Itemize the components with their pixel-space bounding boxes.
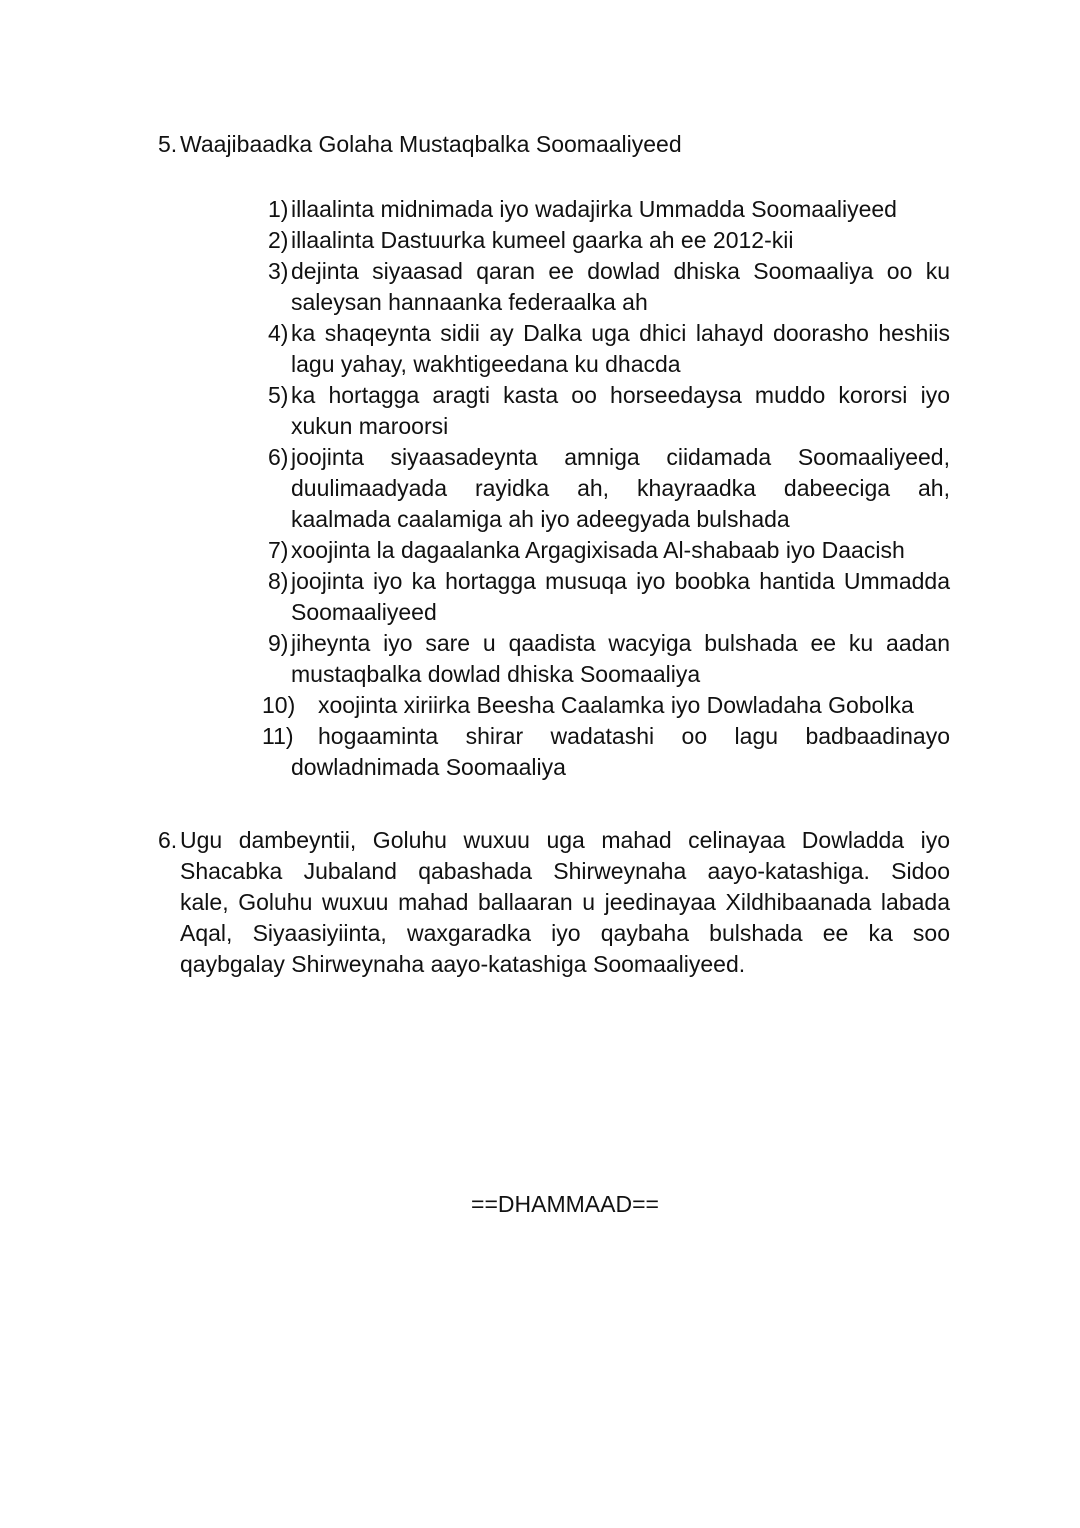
end-marker: ==DHAMMAAD== xyxy=(471,1191,659,1217)
list-item xyxy=(268,566,950,628)
list-item-number: 5) xyxy=(268,382,289,408)
text-line: xoojinta la dagaalanka Argagixisada Al-shabaab iyo Daacish xyxy=(291,537,905,563)
duty-list xyxy=(262,194,950,783)
text-line: duulimaadyada rayidka ah, khayraadka dabeeciga ah, xyxy=(291,475,950,501)
section-5-number: 5. xyxy=(158,131,178,157)
list-item xyxy=(268,256,950,318)
list-item-text xyxy=(291,318,950,380)
list-item-number: 1) xyxy=(268,196,289,222)
text-line: dejinta siyaasad qaran ee dowlad dhiska Soomaaliya oo ku xyxy=(291,258,950,284)
list-item xyxy=(268,318,950,380)
list-item-number: 8) xyxy=(268,568,289,594)
section-6-number: 6. xyxy=(158,827,178,853)
text-line: Shacabka Jubaland qabashada Shirweynaha aayo-katashiga. Sidoo xyxy=(180,858,950,884)
text-line: jiheynta iyo sare u qaadista wacyiga bulshada ee ku aadan xyxy=(291,630,950,656)
list-item xyxy=(268,380,950,442)
text-line: illaalinta Dastuurka kumeel gaarka ah ee 2012-kii xyxy=(291,227,794,253)
list-item-text xyxy=(291,194,950,225)
list-item-number: 3) xyxy=(268,258,289,284)
list-item-number: 4) xyxy=(268,320,289,346)
text-line: joojinta siyaasadeynta amniga ciidamada Soomaaliyeed, xyxy=(291,444,950,470)
text-line: hogaaminta shirar wadatashi oo lagu badbaadinayo xyxy=(318,723,950,749)
list-item xyxy=(268,535,950,566)
list-item-text xyxy=(291,380,950,442)
list-item-text xyxy=(291,566,950,628)
list-item xyxy=(262,721,950,783)
text-line: ka hortagga aragti kasta oo horseedaysa muddo kororsi iyo xyxy=(291,382,950,408)
text-line: illaalinta midnimada iyo wadajirka Ummadda Soomaaliyeed xyxy=(291,196,897,222)
section-6-text xyxy=(180,825,950,980)
list-item-text xyxy=(291,721,950,783)
text-line: ka shaqeynta sidii ay Dalka uga dhici lahayd doorasho heshiis xyxy=(291,320,950,346)
text-line: Ugu dambeyntii, Goluhu wuxuu uga mahad celinayaa Dowladda iyo xyxy=(180,827,950,853)
text-line: xukun maroorsi xyxy=(291,413,449,439)
list-item-number: 7) xyxy=(268,537,289,563)
list-item xyxy=(268,628,950,690)
list-item xyxy=(268,194,950,225)
text-line: lagu yahay, wakhtigeedana ku dhacda xyxy=(291,351,681,377)
list-item-number: 2) xyxy=(268,227,289,253)
document-content xyxy=(158,129,950,1220)
list-item-text xyxy=(291,690,950,721)
list-item-text xyxy=(291,256,950,318)
text-line: mustaqbalka dowlad dhiska Soomaaliya xyxy=(291,661,701,687)
list-item-text xyxy=(291,628,950,690)
text-line: saleysan hannaanka federaalka ah xyxy=(291,289,648,315)
text-line: joojinta iyo ka hortagga musuqa iyo boobka hantida Ummadda xyxy=(291,568,950,594)
list-item-number: 9) xyxy=(268,630,289,656)
section-6-paragraph xyxy=(158,825,950,980)
section-5-heading xyxy=(158,129,950,160)
list-item-text xyxy=(291,442,950,535)
list-item-text xyxy=(291,535,950,566)
list-item-number: 11) xyxy=(262,723,294,749)
list-item-number: 10) xyxy=(262,692,296,718)
section-5-title: Waajibaadka Golaha Mustaqbalka Soomaaliyeed xyxy=(180,131,682,157)
text-line: xoojinta xiriirka Beesha Caalamka iyo Dowladaha Gobolka xyxy=(318,692,914,718)
list-item-text xyxy=(291,225,950,256)
list-item xyxy=(268,442,950,535)
list-item xyxy=(268,225,950,256)
text-line: Soomaaliyeed xyxy=(291,599,437,625)
text-line: qaybgalay Shirweynaha aayo-katashiga Soomaaliyeed. xyxy=(180,951,746,977)
list-item xyxy=(262,690,950,721)
text-line: kaalmada caalamiga ah iyo adeegyada bulshada xyxy=(291,506,790,532)
text-line: Aqal, Siyaasiyiinta, waxgaradka iyo qaybaha bulshada ee ka soo xyxy=(180,920,950,946)
text-line: kale, Goluhu wuxuu mahad ballaaran u jeedinayaa Xildhibaanada labada xyxy=(180,889,950,915)
text-line: dowladnimada Soomaaliya xyxy=(291,754,566,780)
list-item-number: 6) xyxy=(268,444,289,470)
